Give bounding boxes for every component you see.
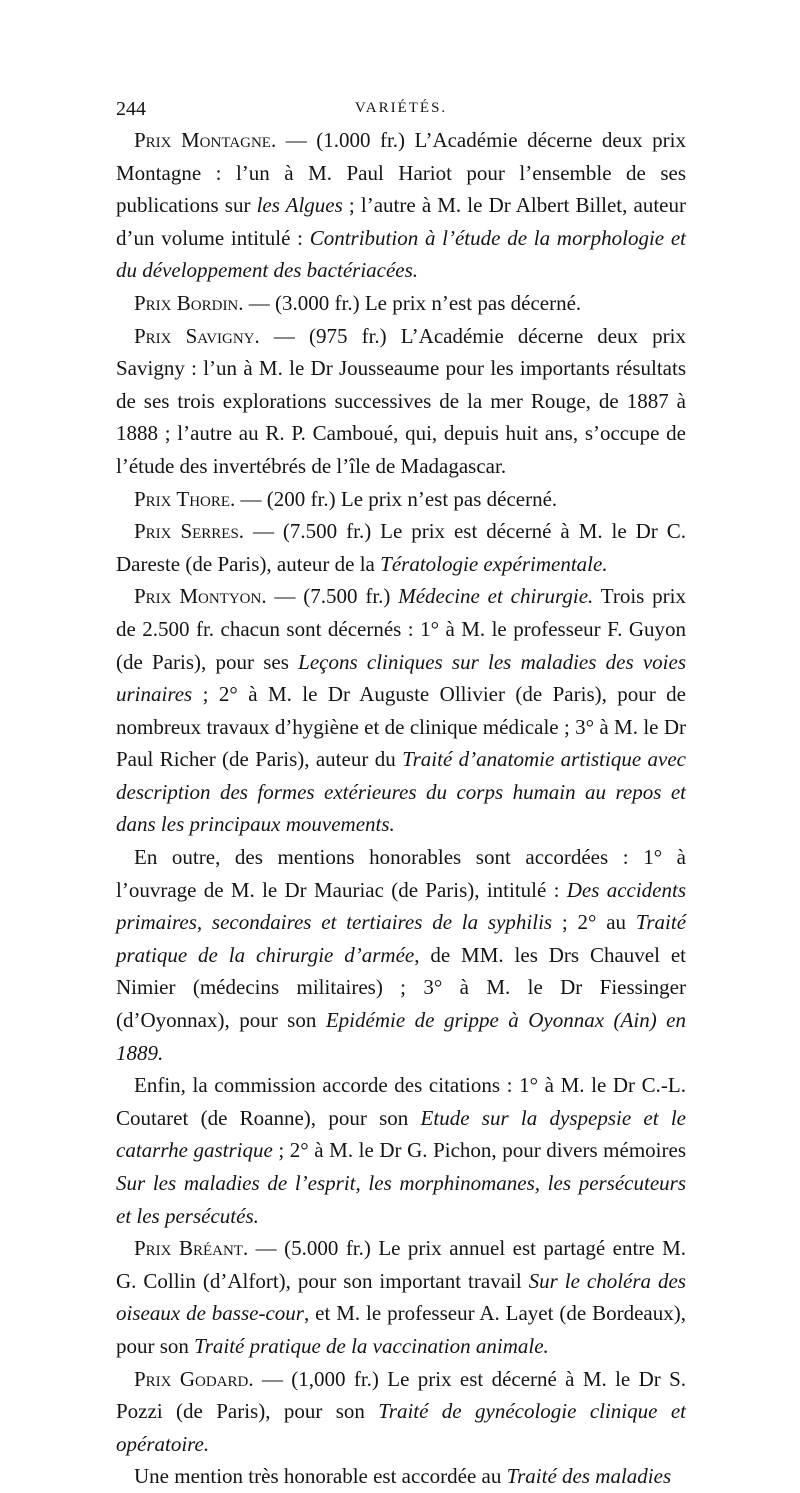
italic-title: Etude sur la dyspepsie et le catarrhe gastrique bbox=[116, 1105, 686, 1163]
text-run: , et M. le professeur A. Layet (de Bordeaux), pour son bbox=[116, 1301, 686, 1358]
text-run: ; 2° au bbox=[552, 910, 636, 935]
body-text bbox=[116, 124, 686, 1493]
text-run: ; 2° à M. le Dr Auguste Ollivier (de Paris), pour de nombreux travaux d’hygiène et de clinique médicale ; 3° à M. le Dr Paul Richer (de Paris), auteur du bbox=[116, 682, 686, 772]
italic-title: Leçons cliniques sur les maladies des voies urinaires bbox=[116, 649, 687, 707]
italic-title: Des accidents primaires, secondaires et tertiaires de la syphilis bbox=[116, 877, 686, 935]
italic-title: Traité pratique de la vaccination animale. bbox=[194, 1333, 549, 1358]
italic-title: Traité de gynécologie clinique et opératoire. bbox=[116, 1399, 686, 1456]
italic-title: les Algues bbox=[256, 193, 343, 218]
text-run: — (5.000 fr.) Le prix annuel est partagé entre M. G. Collin (d’Alfort), pour son important travail bbox=[116, 1236, 686, 1293]
prize-name: Prix Bréant. bbox=[134, 1236, 249, 1261]
page-number: 244 bbox=[116, 98, 146, 120]
italic-title: Epidémie de grippe à Oyonnax (Ain) en 1889. bbox=[116, 1008, 686, 1065]
text-run: — (7.500 fr.) bbox=[266, 584, 399, 609]
paragraph bbox=[116, 1363, 686, 1461]
text-run: Enfin, la commission accorde des citations : 1° à M. le Dr C.-L. Coutaret (de Roanne), pour son bbox=[116, 1073, 686, 1130]
running-head: VARIÉTÉS. bbox=[354, 100, 448, 116]
paragraph bbox=[116, 483, 686, 516]
prize-name: Prix Montyon. bbox=[134, 584, 267, 609]
paragraph bbox=[116, 1460, 686, 1493]
prize-name: Prix Godard. bbox=[134, 1366, 254, 1391]
text-run: Une mention très honorable est accordée au bbox=[134, 1464, 507, 1489]
paragraph bbox=[116, 580, 686, 841]
italic-title: Sur le choléra des oiseaux de basse-cour bbox=[116, 1268, 686, 1326]
text-run: ; 2° à M. le Dr G. Pichon, pour divers mémoires bbox=[272, 1138, 686, 1163]
paragraph bbox=[116, 124, 686, 287]
prize-name: Prix Savigny. bbox=[134, 323, 260, 348]
italic-title: Sur les maladies de l’esprit, les morphinomanes, les persécuteurs et les persécutés. bbox=[116, 1171, 686, 1228]
paragraph bbox=[116, 841, 686, 1069]
text-run: ; l’autre à M. le Dr Albert Billet, auteur d’un volume intitulé : bbox=[116, 193, 686, 250]
paragraph bbox=[116, 1069, 686, 1232]
prize-name: Prix Thore. bbox=[134, 486, 236, 511]
italic-title: Traité des maladies bbox=[506, 1464, 672, 1489]
text-run: — (975 fr.) L’Académie décerne deux prix Savigny : l’un à M. le Dr Jousseaume pour les importants résultats de ses trois explorations successives de la mer Rouge, de 1887 à 1888 ; l’autre au R. P. Camboué, qui, depuis huit ans, s’occupe de l’étude des invertébrés de l’île de Madagascar. bbox=[116, 323, 687, 478]
paragraph bbox=[116, 320, 686, 483]
italic-title: Contribution à l’étude de la morphologie et du développement des bactériacées. bbox=[116, 225, 686, 283]
prize-name: Prix Serres. bbox=[134, 519, 245, 544]
italic-title: Médecine et chirurgie. bbox=[398, 584, 594, 609]
text-run: — (7.500 fr.) Le prix est décerné à M. le Dr C. Dareste (de Paris), auteur de la bbox=[116, 519, 686, 576]
text-run: , de MM. les Drs Chauvel et Nimier (médecins militaires) ; 3° à M. le Dr Fiessinger (d’Oyonnax), pour son bbox=[116, 942, 686, 1033]
text-run: — (1,000 fr.) Le prix est décerné à M. le Dr S. Pozzi (de Paris), pour son bbox=[116, 1366, 686, 1424]
text-run: En outre, des mentions honorables sont accordées : 1° à l’ouvrage de M. le Dr Mauriac (de Paris), intitulé : bbox=[116, 845, 686, 902]
text-run: — (200 fr.) Le prix n’est pas décerné. bbox=[235, 486, 558, 511]
paragraph bbox=[116, 515, 686, 580]
text-run: — (3.000 fr.) Le prix n’est pas décerné. bbox=[243, 290, 582, 315]
italic-title: Traité pratique de la chirurgie d’armée bbox=[116, 910, 687, 967]
italic-title: Tératologie expérimentale. bbox=[380, 551, 608, 576]
paragraph bbox=[116, 1232, 686, 1362]
italic-title: Traité d’anatomie artistique avec description des formes extérieures du corps humain au repos et dans les principaux mouvements. bbox=[116, 747, 686, 837]
text-run: Trois prix de 2.500 fr. chacun sont décernés : 1° à M. le professeur F. Guyon (de Paris), pour ses bbox=[116, 584, 686, 674]
text-run: — (1.000 fr.) L’Académie décerne deux prix Montagne : l’un à M. Paul Hariot pour l’ensemble de ses publications sur bbox=[116, 128, 686, 218]
paragraph bbox=[116, 287, 686, 320]
prize-name: Prix Bordin. bbox=[134, 290, 244, 315]
prize-name: Prix Montagne. bbox=[134, 128, 277, 152]
